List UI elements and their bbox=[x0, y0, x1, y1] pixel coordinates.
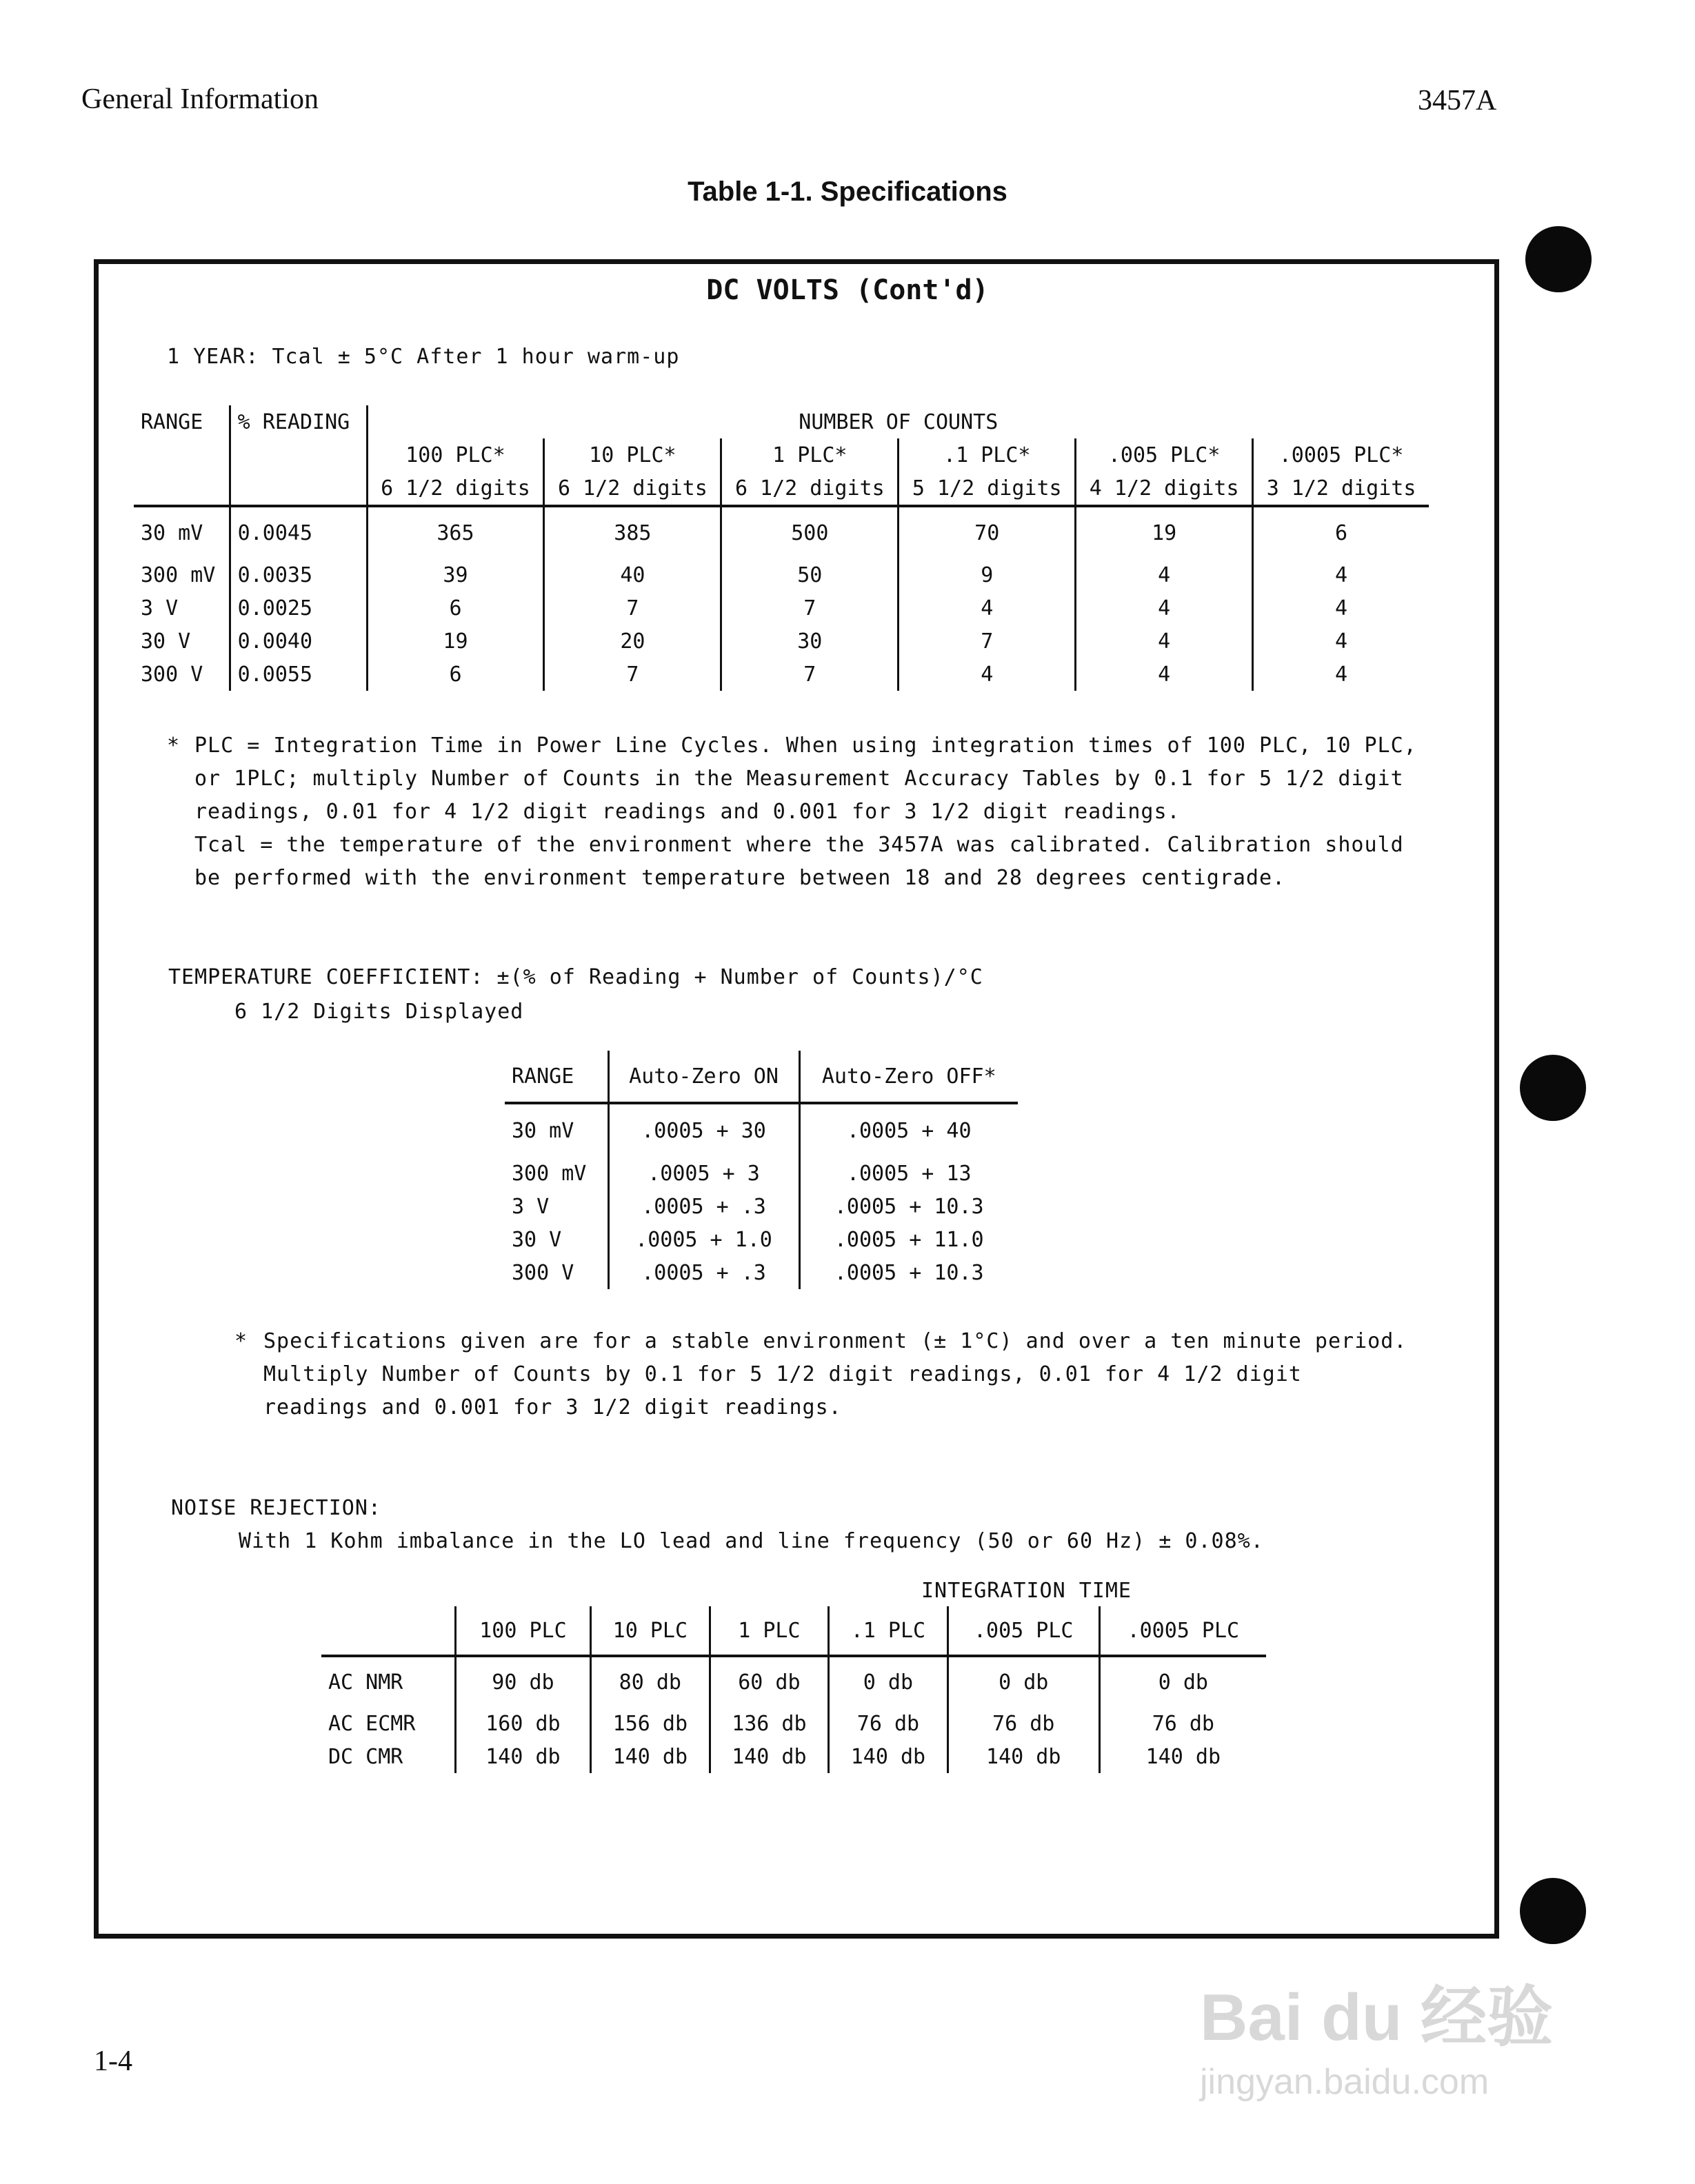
table-cell: 40 bbox=[544, 558, 721, 592]
table-cell: 30 bbox=[721, 625, 899, 658]
rejection-type-cell: DC CMR bbox=[321, 1740, 455, 1773]
table-cell: .0005 + 3 bbox=[608, 1157, 799, 1190]
plc-header: .0005 PLC* bbox=[1278, 443, 1404, 467]
footnote-line: Multiply Number of Counts by 0.1 for 5 1/2 digit readings, 0.01 for 4 1/2 digit bbox=[263, 1362, 1302, 1386]
table-cell: 80 db bbox=[591, 1656, 710, 1707]
table-cell: .0005 + 1.0 bbox=[608, 1223, 799, 1256]
footnote-line: Tcal = the temperature of the environment where the 3457A was calibrated. Calibration should bbox=[194, 833, 1404, 857]
range-header: RANGE bbox=[134, 405, 230, 438]
plc-header: 100 PLC* bbox=[367, 438, 544, 472]
table-row bbox=[505, 1103, 1018, 1157]
table-row bbox=[134, 658, 1429, 691]
table-cell: .0005 + 30 bbox=[608, 1103, 799, 1157]
table-cell: 140 db bbox=[455, 1740, 590, 1773]
range-cell: 0.0055 bbox=[230, 658, 367, 691]
footnote-line: readings and 0.001 for 3 1/2 digit readings. bbox=[263, 1395, 842, 1419]
table-cell: 7 bbox=[544, 592, 721, 625]
watermark-url: jingyan.baidu.com bbox=[1200, 2062, 1490, 2102]
range-cell: 30 V bbox=[505, 1223, 608, 1256]
table-cell: 19 bbox=[1076, 506, 1253, 558]
noise-subtitle: With 1 Kohm imbalance in the LO lead and line frequency (50 or 60 Hz) ± 0.08%. bbox=[239, 1529, 1264, 1553]
table-row bbox=[505, 1256, 1018, 1289]
footnote-line: Specifications given are for a stable environment (± 1°C) and over a ten minute period. bbox=[263, 1329, 1407, 1353]
noise-plc-header: .0005 PLC bbox=[1099, 1606, 1266, 1656]
table-cell: 4 bbox=[1335, 662, 1348, 687]
range-cell: 300 mV bbox=[134, 558, 230, 592]
binder-hole-middle bbox=[1520, 1055, 1586, 1121]
table-cell: 70 bbox=[899, 506, 1076, 558]
table-row bbox=[505, 1157, 1018, 1190]
range-cell: 300 V bbox=[505, 1256, 608, 1289]
table-row bbox=[134, 506, 1429, 558]
noise-table bbox=[321, 1606, 1266, 1773]
table-cell: 140 db bbox=[1145, 1744, 1221, 1769]
table-cell: 136 db bbox=[710, 1707, 829, 1740]
table-cell: 140 db bbox=[829, 1740, 948, 1773]
page-number: 1-4 bbox=[94, 2045, 132, 2077]
footnote-line: readings, 0.01 for 4 1/2 digit readings and 0.001 for 3 1/2 digit readings. bbox=[194, 800, 1181, 824]
table-cell: 4 bbox=[1335, 629, 1348, 654]
digits-header: 6 1/2 digits bbox=[367, 472, 544, 506]
table-row bbox=[321, 1707, 1266, 1740]
footnote-star: * bbox=[234, 1329, 248, 1353]
table-cell: 76 db bbox=[947, 1707, 1099, 1740]
noise-plc-header: .005 PLC bbox=[947, 1606, 1099, 1656]
table-cell: 4 bbox=[899, 658, 1076, 691]
footnote-line: or 1PLC; multiply Number of Counts in the Measurement Accuracy Tables by 0.1 for 5 1/2 digit bbox=[194, 767, 1404, 791]
noise-plc-header: 10 PLC bbox=[591, 1606, 710, 1656]
binder-hole-bottom bbox=[1520, 1878, 1586, 1944]
table-row bbox=[321, 1656, 1266, 1707]
table-cell: 0 db bbox=[829, 1656, 948, 1707]
range-cell: 30 mV bbox=[505, 1103, 608, 1157]
table-cell: .0005 + 13 bbox=[846, 1161, 972, 1186]
table-cell: 9 bbox=[899, 558, 1076, 592]
range-cell: 300 V bbox=[134, 658, 230, 691]
table-cell: 4 bbox=[899, 592, 1076, 625]
noise-plc-header: 1 PLC bbox=[710, 1606, 829, 1656]
plc-header: .1 PLC* bbox=[899, 438, 1076, 472]
table-cell: 4 bbox=[1335, 596, 1348, 620]
table-row bbox=[134, 592, 1429, 625]
range-cell: 30 mV bbox=[134, 506, 230, 558]
section-title: DC VOLTS (Cont'd) bbox=[706, 274, 989, 306]
table-cell: 500 bbox=[721, 506, 899, 558]
table-cell: .0005 + .3 bbox=[608, 1256, 799, 1289]
counts-header: NUMBER OF COUNTS bbox=[799, 410, 999, 434]
noise-plc-header: 100 PLC bbox=[455, 1606, 590, 1656]
table-cell: 4 bbox=[1335, 563, 1348, 587]
table-cell: 76 db bbox=[1152, 1711, 1214, 1736]
plc-header: .005 PLC* bbox=[1076, 438, 1253, 472]
table-row bbox=[505, 1190, 1018, 1223]
table-cell: 39 bbox=[367, 558, 544, 592]
table-cell: 0 db bbox=[947, 1656, 1099, 1707]
table-cell: .0005 + 11.0 bbox=[834, 1227, 984, 1252]
table-cell: 0 db bbox=[1158, 1670, 1208, 1695]
table-row bbox=[505, 1223, 1018, 1256]
table-cell: 4 bbox=[1076, 625, 1253, 658]
table-cell: 50 bbox=[721, 558, 899, 592]
footnote-line: be performed with the environment temperature between 18 and 28 degrees centigrade. bbox=[194, 866, 1286, 890]
table-cell: 385 bbox=[544, 506, 721, 558]
table-cell: .0005 + .3 bbox=[608, 1190, 799, 1223]
range-cell: 300 mV bbox=[505, 1157, 608, 1190]
digits-header: 6 1/2 digits bbox=[544, 472, 721, 506]
noise-title: NOISE REJECTION: bbox=[171, 1496, 381, 1520]
table-cell: .0005 + 40 bbox=[846, 1118, 972, 1143]
rejection-type-cell: AC NMR bbox=[321, 1656, 455, 1707]
range-cell: 30 V bbox=[134, 625, 230, 658]
one-year-label: 1 YEAR: Tcal ± 5°C After 1 hour warm-up bbox=[167, 345, 680, 369]
tempco-range-header: RANGE bbox=[505, 1051, 608, 1103]
table-cell: 156 db bbox=[591, 1707, 710, 1740]
running-header-left: General Information bbox=[81, 83, 319, 115]
table-cell: 140 db bbox=[591, 1740, 710, 1773]
tempco-az-off-header: Auto-Zero OFF* bbox=[799, 1051, 1018, 1103]
table-cell: 6 bbox=[367, 592, 544, 625]
tempco-subtitle: 6 1/2 Digits Displayed bbox=[234, 1000, 524, 1024]
plc-header: 1 PLC* bbox=[721, 438, 899, 472]
table-cell: 20 bbox=[544, 625, 721, 658]
table-cell: 4 bbox=[1076, 592, 1253, 625]
table-row bbox=[134, 558, 1429, 592]
table-cell: 365 bbox=[367, 506, 544, 558]
range-cell: 0.0025 bbox=[230, 592, 367, 625]
table-cell: 7 bbox=[721, 592, 899, 625]
digits-header: 3 1/2 digits bbox=[1253, 472, 1429, 506]
tempco-title: TEMPERATURE COEFFICIENT: ±(% of Reading + Number of Counts)/°C bbox=[168, 965, 983, 989]
range-cell: 0.0035 bbox=[230, 558, 367, 592]
digits-header: 5 1/2 digits bbox=[899, 472, 1076, 506]
table-cell: 7 bbox=[544, 658, 721, 691]
digits-header: 4 1/2 digits bbox=[1076, 472, 1253, 506]
watermark-logo: Bai du 经验 bbox=[1200, 1981, 1554, 2054]
running-header-right: 3457A bbox=[1418, 85, 1497, 117]
table-row bbox=[321, 1740, 1266, 1773]
accuracy-table bbox=[134, 405, 1429, 691]
table-cell: 19 bbox=[367, 625, 544, 658]
table-cell: 90 db bbox=[455, 1656, 590, 1707]
table-cell: 7 bbox=[721, 658, 899, 691]
table-cell: 4 bbox=[1076, 558, 1253, 592]
table-cell: 140 db bbox=[710, 1740, 829, 1773]
range-cell: 0.0045 bbox=[230, 506, 367, 558]
reading-header: % READING bbox=[230, 405, 367, 438]
table-cell: .0005 + 10.3 bbox=[834, 1194, 984, 1219]
table-cell: 7 bbox=[899, 625, 1076, 658]
range-cell: 0.0040 bbox=[230, 625, 367, 658]
table-cell: 140 db bbox=[947, 1740, 1099, 1773]
table-title: Table 1-1. Specifications bbox=[688, 176, 1007, 207]
noise-plc-header: .1 PLC bbox=[829, 1606, 948, 1656]
tempco-az-on-header: Auto-Zero ON bbox=[608, 1051, 799, 1103]
table-cell: 4 bbox=[1076, 658, 1253, 691]
table-cell: .0005 + 10.3 bbox=[834, 1260, 984, 1285]
table-cell: 160 db bbox=[455, 1707, 590, 1740]
table-cell: 6 bbox=[1335, 520, 1348, 545]
plc-header: 10 PLC* bbox=[544, 438, 721, 472]
table-cell: 60 db bbox=[710, 1656, 829, 1707]
footnote-line: PLC = Integration Time in Power Line Cycles. When using integration times of 100 PLC, 10 PLC, bbox=[194, 734, 1417, 758]
range-cell: 3 V bbox=[134, 592, 230, 625]
table-cell: 6 bbox=[367, 658, 544, 691]
table-row bbox=[134, 625, 1429, 658]
footnote-star: * bbox=[167, 734, 181, 758]
range-cell: 3 V bbox=[505, 1190, 608, 1223]
integration-time-label: INTEGRATION TIME bbox=[921, 1579, 1132, 1603]
rejection-type-cell: AC ECMR bbox=[321, 1707, 455, 1740]
table-cell: 76 db bbox=[829, 1707, 948, 1740]
digits-header: 6 1/2 digits bbox=[721, 472, 899, 506]
tempco-table bbox=[505, 1051, 1018, 1289]
